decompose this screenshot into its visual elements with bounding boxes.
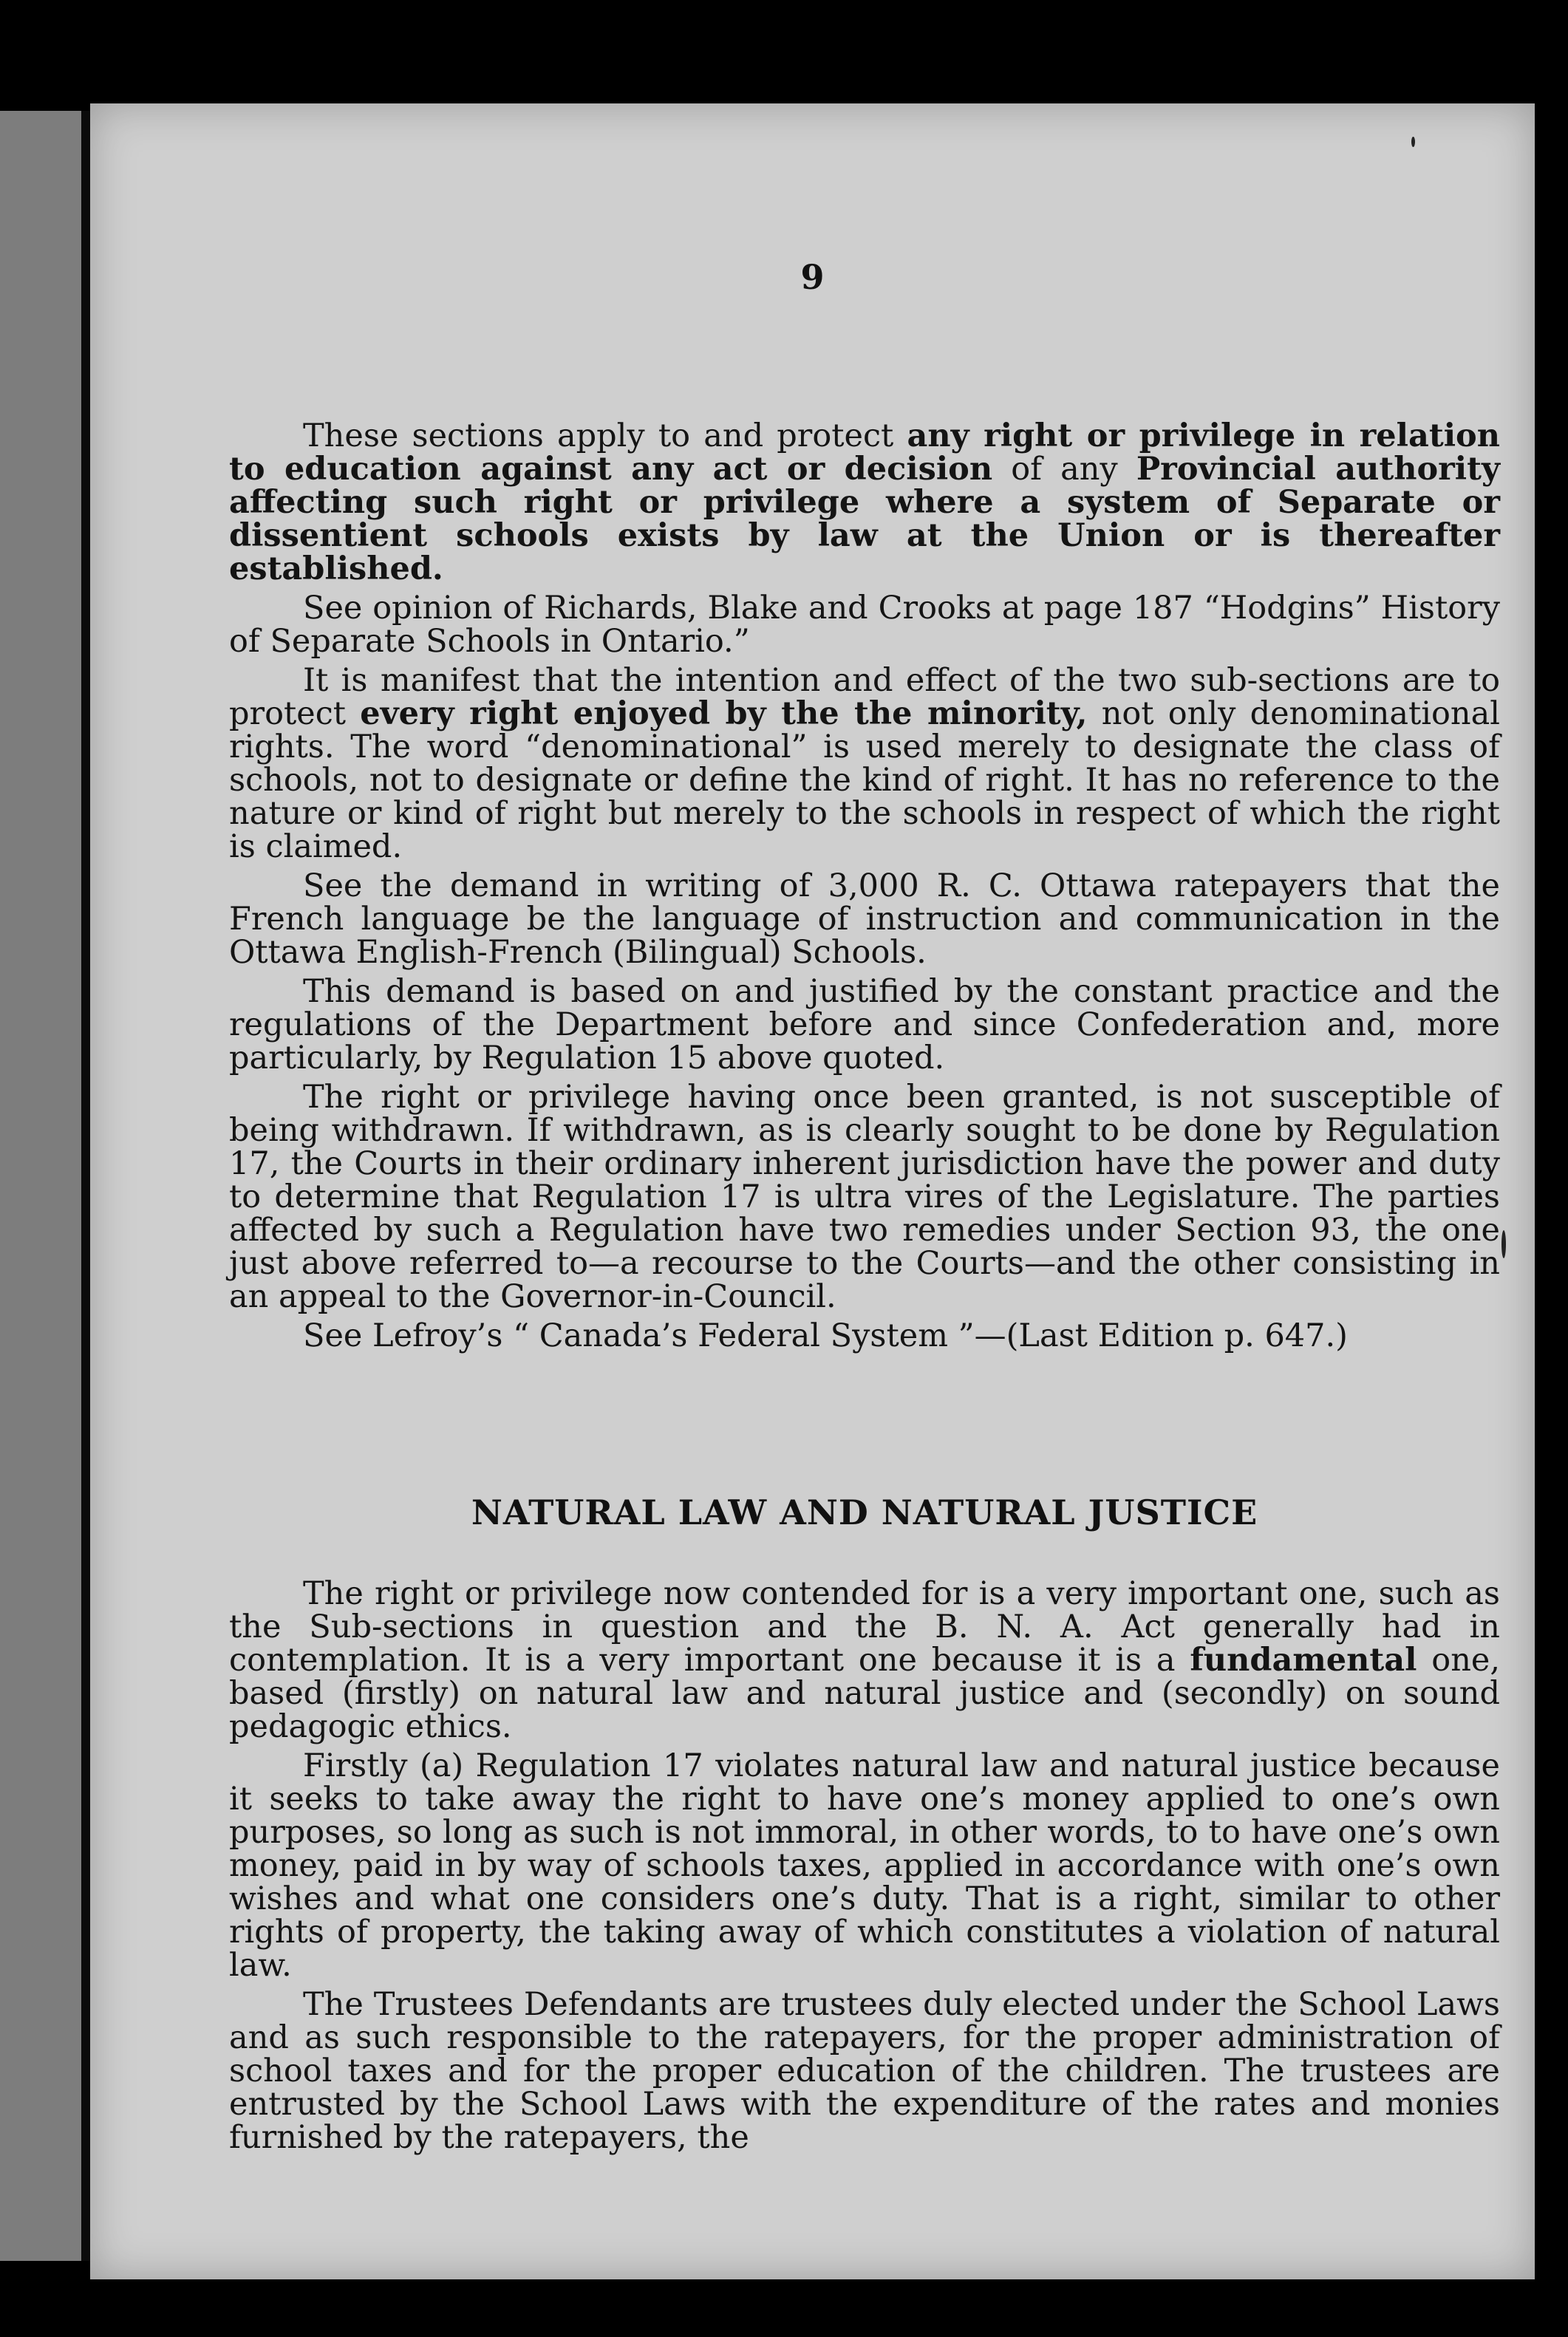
scan-speck: [1411, 137, 1415, 147]
text-segment: one, based (firstly) on natural law and natural justice and (secondly) on sound pedagogic ethics.: [229, 1642, 1501, 1745]
text-segment: The Trustees Defendants are trustees duly elected under the School Laws and as such responsible to the ratepayers, for the proper administration of school taxes and for the proper education of the children. The trustees are entrusted by the School Laws with the expenditure of the rates and monies furnished by the ratepayers, the: [229, 1986, 1500, 2156]
text-segment: This demand is based on and justified by the constant practice and the regulations of the Department before and since Confederation and, more particularly, by Regulation 15 above quoted.: [229, 973, 1500, 1077]
text-segment: These sections apply to and protect: [303, 417, 907, 454]
paragraph: [229, 1988, 1500, 2155]
bold-text-segment: every right enjoyed by the the minority,: [360, 695, 1088, 732]
text-segment: See opinion of Richards, Blake and Crooks at page 187 “Hodgins” History of Separate Schools in Ontario.”: [229, 590, 1500, 660]
text-segment: Firstly (a) Regulation 17 violates natural law and natural justice because it seeks to take away the right to have one’s money applied to one’s own purposes, so long as such is not immoral, in other words, to to have one’s own money, paid in by way of schools taxes, applied in accordance with one’s own wishes and what one considers one’s duty. That is a right, similar to other rights of property, the taking away of which constitutes a violation of natural law.: [229, 1747, 1500, 1984]
scan-speck: [1501, 1230, 1506, 1258]
paragraph: [229, 1577, 1500, 1744]
bold-text-segment: Provincial authority affecting such right or privilege where a system of Separate or dissentient schools exists: [229, 451, 1500, 554]
bold-text-segment: any right or privilege in relation to education against any act or decision: [229, 417, 1500, 488]
paragraph: [229, 592, 1500, 658]
paragraph: [229, 1747, 1500, 1984]
section-heading: NATURAL LAW AND NATURAL JUSTICE: [471, 1492, 1258, 1532]
document-page: [90, 103, 1535, 2279]
text-segment: not only denominational rights. The word “denominational” is used merely to designate the class of schools, not to designate or define the kind of right. It has no reference to the nature or kind of right but merely to the schools in respect of which the right is claimed.: [229, 695, 1500, 865]
body-text-bottom: [229, 1577, 1500, 2160]
text-segment: The right or privilege now contended for is a very important one, such as the Sub-sections in question and the B. N. A. Act generally had in contemplation. It is a very important one because it is a: [229, 1575, 1500, 1679]
text-segment: See the demand in writing of 3,000 R. C. Ottawa ratepayers that the French language be the language of instruction and communication in the Ottawa English-French (Bilingual) Schools.: [229, 867, 1500, 971]
paragraph: [229, 1081, 1500, 1314]
text-segment: The right or privilege having once been granted, is not susceptible of being withdrawn. If withdrawn, as is clearly sought to be done by Regulation 17, the Courts in their ordinary inherent jurisdiction have the power and duty to determine that Regulation 17 is ultra vires of the Legislature. The parties affected by such a Regulation have two remedies under Section 93, the one just above referred to—a recourse to the Courts—and the other consisting in an appeal to the Governor-in-Council.: [229, 1079, 1500, 1315]
text-segment: It is manifest that the intention and effect of the two sub-sections are to protect: [229, 662, 1500, 732]
paragraph: [229, 1317, 1500, 1354]
bold-text-segment: by law at the Union or is thereafter established.: [229, 517, 1500, 587]
page-number: 9: [800, 257, 825, 297]
text-segment: See Lefroy’s “ Canada’s Federal System ”—(Last Edition p. 647.): [303, 1317, 1348, 1354]
scan-left-edge: [0, 111, 81, 2261]
paragraph: [229, 664, 1500, 864]
body-text-top: [229, 417, 1500, 1359]
bold-text-segment: fundamental: [1190, 1642, 1417, 1679]
paragraph: [229, 975, 1500, 1075]
paragraph: [229, 417, 1500, 587]
text-segment: of any: [992, 451, 1136, 488]
scan-gutter: [81, 111, 90, 2261]
paragraph: [229, 867, 1500, 971]
